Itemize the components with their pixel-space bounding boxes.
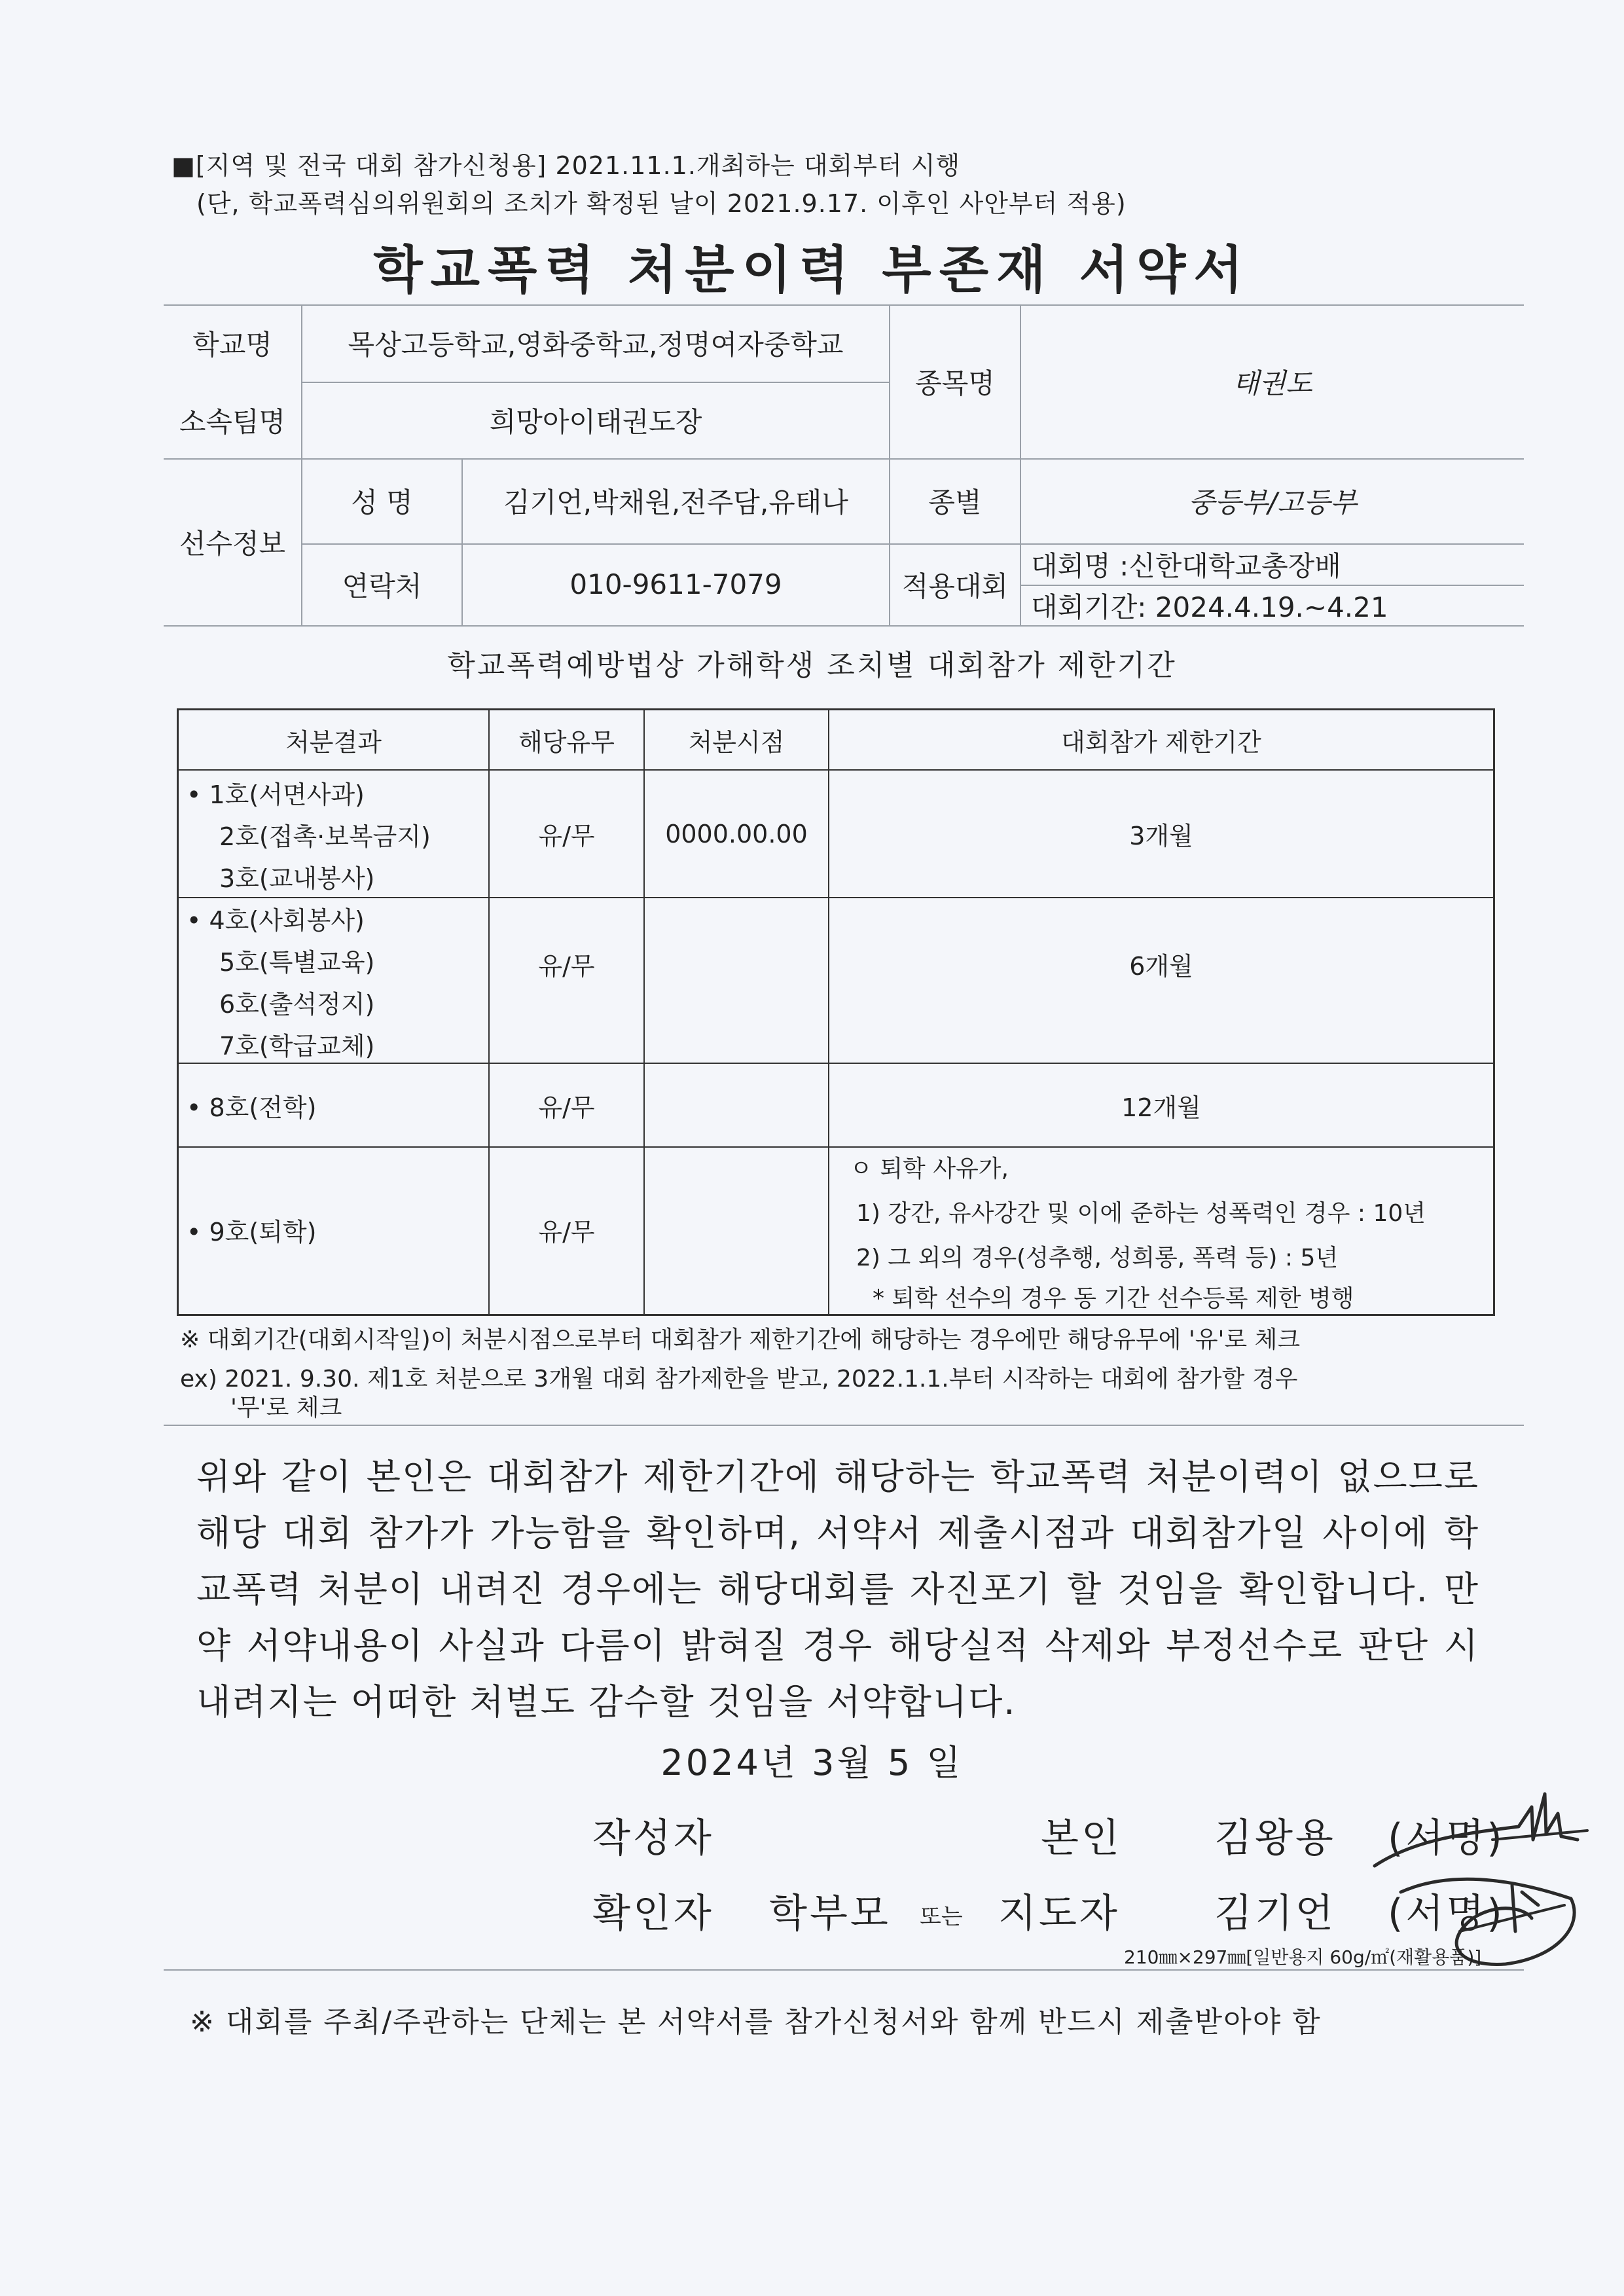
column-header: 대회참가 제한기간 [1061, 727, 1261, 757]
applicable-option[interactable]: 유/무 [538, 1217, 595, 1247]
divider [164, 1969, 1524, 1971]
disposition-line: • 8호(전학) [187, 1093, 317, 1122]
applicable-option[interactable]: 유/무 [538, 951, 595, 981]
restriction-period: 6개월 [1129, 951, 1193, 981]
disposition-line: 5호(특별교육) [219, 948, 375, 977]
column-header: 처분결과 [285, 727, 382, 757]
event-label: 적용대회 [901, 570, 1009, 602]
writer-name: 김왕용 [1214, 1815, 1336, 1861]
disposition-line: • 9호(퇴학) [187, 1217, 317, 1247]
sport-label: 종목명 [915, 367, 995, 399]
expulsion-reason: 2) 그 외의 경우(성추행, 성희롱, 폭력 등) : 5년 [856, 1245, 1339, 1271]
disposition-line: • 1호(서면사과) [187, 780, 365, 809]
school-label: 학교명 [192, 329, 272, 361]
or-label: 또는 [920, 1904, 963, 1930]
disposition-date: 0000.00.00 [665, 819, 808, 848]
division-label: 종별 [928, 486, 982, 519]
final-note: ※ 대회를 주최/주관하는 단체는 본 서약서를 참가신청서와 함께 반드시 제출받아야 함 [190, 2005, 1322, 2039]
table-divider [179, 1146, 1493, 1148]
disposition-line: 2호(접촉·보복금지) [219, 822, 431, 851]
expulsion-reason: * 퇴학 선수의 경우 동 기간 선수등록 제한 병행 [873, 1285, 1354, 1312]
writer-sign-label: (서명) [1388, 1815, 1505, 1861]
school-value: 목상고등학교,영화중학교,정명여자중학교 [348, 329, 844, 361]
contact-value: 010-9611-7079 [569, 568, 782, 600]
disposition-line: 7호(학급교체) [219, 1032, 375, 1061]
sport-value: 태권도 [1233, 367, 1312, 399]
parent-label: 학부모 [769, 1891, 891, 1937]
expulsion-reason: ㅇ 퇴학 사유가, [850, 1156, 1009, 1182]
restriction-subtitle: 학교폭력예방법상 가해학생 조치별 대회참가 제한기간 [447, 649, 1177, 682]
disposition-line: 6호(출석정지) [219, 990, 375, 1019]
coach-label: 지도자 [998, 1891, 1120, 1937]
table-note: '무'로 체크 [230, 1394, 342, 1421]
expulsion-reason: 1) 강간, 유사강간 및 이에 준하는 성폭력인 경우 : 10년 [856, 1200, 1426, 1227]
paper-spec: 210㎜×297㎜[일반용지 60g/㎡(재활용품)] [1124, 1946, 1482, 1968]
notice-line-2: (단, 학교폭력심의위원회의 조치가 확정된 날이 2021.9.17. 이후인 사안부터 적용) [196, 189, 1127, 218]
column-header: 처분시점 [688, 727, 785, 757]
applicable-option[interactable]: 유/무 [538, 822, 595, 850]
event-period: 대회기간: 2024.4.19.~4.21 [1031, 591, 1388, 623]
document-title: 학교폭력 처분이력 부존재 서약서 [373, 241, 1251, 300]
table-note: ex) 2021. 9.30. 제1호 처분으로 3개월 대회 참가제한을 받고, 2022.1.1.부터 시작하는 대회에 참가할 경우 [180, 1366, 1298, 1393]
team-label: 소속팀명 [179, 405, 286, 438]
divider [164, 1425, 1524, 1426]
writer-label: 작성자 [592, 1815, 714, 1861]
division-value: 중등부/고등부 [1188, 486, 1357, 519]
pledge-paragraph: 위와 같이 본인은 대회참가 제한기간에 해당하는 학교폭력 처분이력이 없으므로 해당 대회 참가가 가능함을 확인하며, 서약서 제출시점과 대회참가일 사이에 학교폭력 처분이 내려진 경우에는 해당대회를 자진포기 할 것임을 확인합니다. 만약 서약내용이 사실과 다름이 밝혀질 경우 해당실적 삭제와 부정선수로 판단 시 내려지는 어떠한 처벌도 감수할 것임을 서약합니다. [196, 1456, 1479, 1722]
name-value: 김기언,박채원,전주담,유태나 [503, 486, 848, 519]
team-value: 희망아이태권도장 [489, 405, 702, 438]
restriction-period: 3개월 [1129, 822, 1193, 850]
confirmer-label: 확인자 [592, 1891, 714, 1937]
pledge-date: 2024년 3월 5 일 [660, 1742, 964, 1783]
notice-line-1: ■[지역 및 전국 대회 참가신청용] 2021.11.1.개최하는 대회부터 시행 [171, 151, 961, 180]
divider [164, 625, 1524, 627]
self-label: 본인 [1041, 1815, 1122, 1861]
name-label: 성 명 [351, 486, 413, 519]
applicable-option[interactable]: 유/무 [538, 1093, 595, 1122]
disposition-line: 3호(교내봉사) [219, 864, 375, 893]
table-note: ※ 대회기간(대회시작일)이 처분시점으로부터 대회참가 제한기간에 해당하는 경우에만 해당유무에 '유'로 체크 [180, 1326, 1301, 1353]
event-name: 대회명 :신한대학교총장배 [1031, 549, 1341, 582]
confirmer-name: 김기언 [1214, 1891, 1336, 1937]
restriction-period: 12개월 [1121, 1093, 1201, 1122]
restriction-table [177, 708, 1495, 1316]
player-info-label: 선수정보 [179, 527, 286, 560]
confirmer-sign-label: (서명) [1388, 1891, 1505, 1937]
contact-label: 연락처 [342, 570, 422, 602]
disposition-line: • 4호(사회봉사) [187, 906, 365, 935]
column-header: 해당유무 [518, 727, 615, 757]
